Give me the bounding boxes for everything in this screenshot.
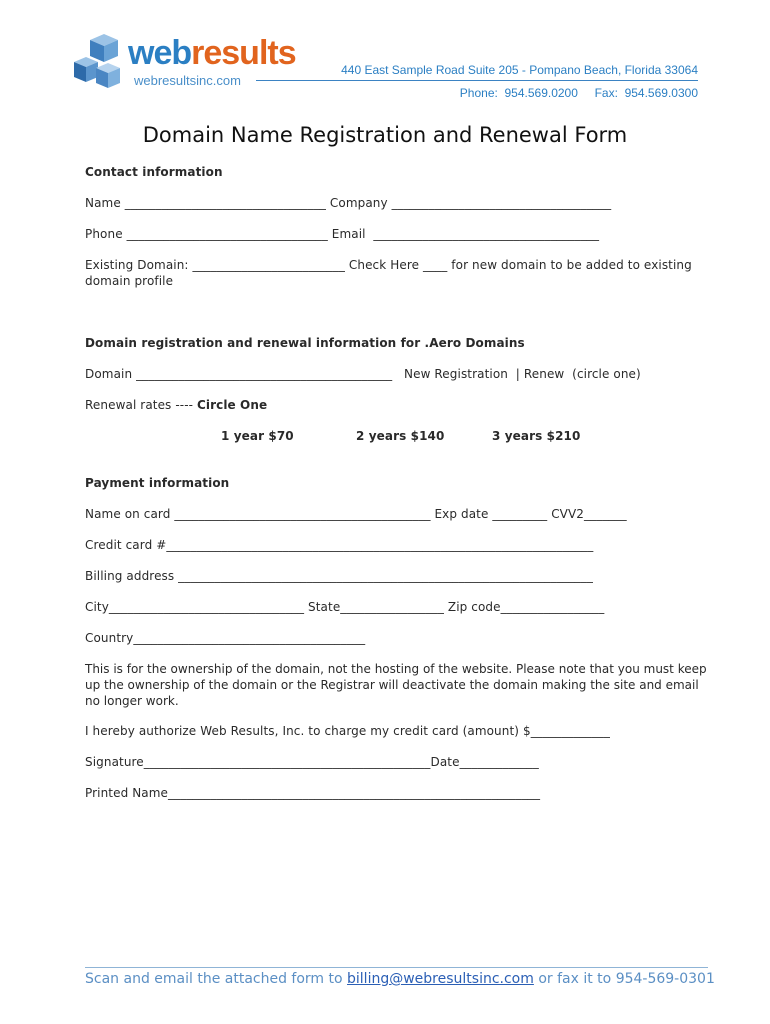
- footer-suffix: or fax it to 954-569-0301: [533, 971, 715, 987]
- authorize-amount-field[interactable]: I hereby authorize Web Results, Inc. to charge my credit card (amount) $_____________: [85, 724, 611, 738]
- city-state-zip-fields[interactable]: City________________________________ State_________________ Zip code_________________: [85, 600, 605, 614]
- billing-email-link[interactable]: billing@webresultsinc.com: [347, 971, 534, 987]
- billing-address-field[interactable]: Billing address ____________________________________________________________________: [85, 569, 593, 583]
- renewal-rates-prefix: Renewal rates ----: [85, 398, 197, 412]
- logo-results: results: [191, 34, 296, 72]
- rate-2-years[interactable]: 2 years $140: [356, 429, 445, 443]
- ownership-notice: This is for the ownership of the domain, not the hosting of the website. Please note that you must keep up the ownership of the domain or the Registrar will deactivate the domain making the site and email no longer work.: [85, 662, 707, 708]
- name-on-card-field[interactable]: Name on card __________________________________________ Exp date _________ CVV2_______: [85, 507, 627, 521]
- credit-card-field[interactable]: Credit card #______________________________________________________________________: [85, 538, 594, 552]
- footer-note: [85, 971, 715, 987]
- company-address: 440 East Sample Road Suite 205 - Pompano Beach, Florida 33064: [341, 63, 698, 77]
- logo-web: web: [128, 34, 192, 72]
- company-phone-fax: Phone: 954.569.0200 Fax: 954.569.0300: [459, 86, 698, 100]
- printed-name-field[interactable]: Printed Name_____________________________________________________________: [85, 786, 541, 800]
- domain-field[interactable]: Domain __________________________________________ New Registration | Renew (circle one): [85, 367, 641, 381]
- rate-3-years[interactable]: 3 years $210: [492, 429, 581, 443]
- renewal-circle-one: Circle One: [196, 398, 268, 412]
- country-field[interactable]: Country______________________________________: [85, 631, 366, 645]
- footer-prefix: Scan and email the attached form to: [85, 971, 348, 987]
- footer-divider: [85, 967, 708, 968]
- header-divider: [256, 80, 698, 81]
- existing-domain-cont: domain profile: [85, 274, 174, 288]
- name-company-fields[interactable]: Name _________________________________ Company ____________________________________: [85, 196, 612, 210]
- signature-date-field[interactable]: Signature_______________________________________________Date_____________: [85, 755, 539, 769]
- page-title: Domain Name Registration and Renewal Form: [142, 123, 628, 147]
- phone-email-fields[interactable]: Phone _________________________________ Email _____________________________________: [85, 227, 600, 241]
- domain-heading: Domain registration and renewal information for .Aero Domains: [85, 336, 525, 350]
- logo-cubes-icon: [70, 34, 128, 94]
- logo-wordmark: [128, 34, 296, 73]
- payment-heading: Payment information: [85, 476, 230, 490]
- contact-heading: Contact information: [85, 165, 223, 179]
- existing-domain-field[interactable]: Existing Domain: _________________________ Check Here ____ for new domain to be added to existing: [85, 258, 692, 272]
- logo-url: webresultsinc.com: [134, 73, 241, 88]
- renewal-rates-label: [85, 398, 267, 412]
- rate-1-year[interactable]: 1 year $70: [221, 429, 294, 443]
